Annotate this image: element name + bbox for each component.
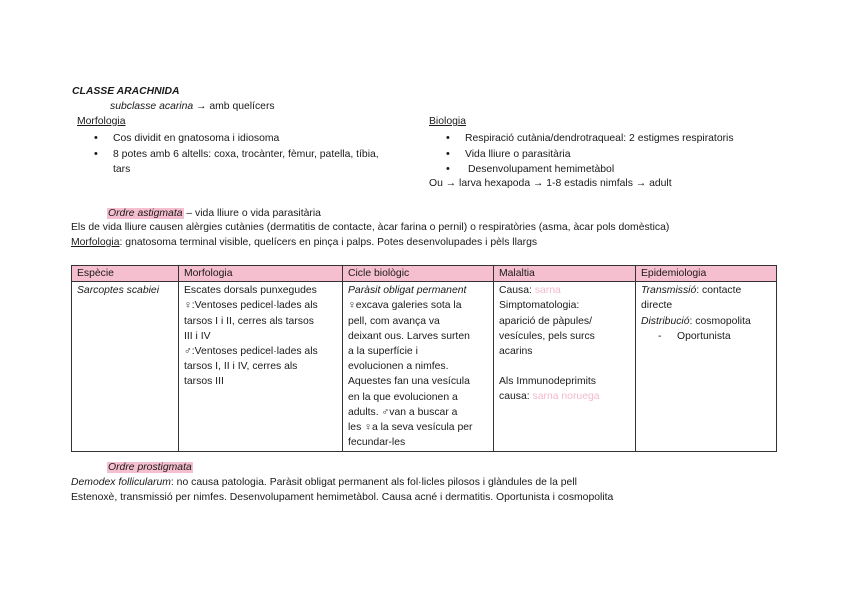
- morfologia-text: : gnatosoma terminal visible, quelícers en pinça i palps. Potes desenvolupades i pèls llargs: [119, 237, 538, 248]
- cell-line: ♀:Ventoses pedicel·lades als: [184, 300, 318, 312]
- malaltia-cell: [494, 282, 636, 452]
- column-header: Epidemiologia: [636, 266, 777, 282]
- column-header: Malaltia: [494, 266, 636, 282]
- morfologia-heading: Morfologia: [77, 116, 126, 127]
- causa-value: sarna noruega: [532, 391, 600, 403]
- causa-value: sarna: [534, 285, 561, 297]
- distribucio-value: : cosmopolita: [689, 315, 751, 327]
- cell-line: en la que evolucionen a: [348, 391, 458, 403]
- prostigmata-heading: [107, 462, 193, 474]
- species-cell: Sarcoptes scabiei: [72, 282, 179, 452]
- morfologia-list: [113, 131, 379, 178]
- spacer: [499, 359, 631, 374]
- transmissio-label: Transmissió: [641, 285, 697, 297]
- arrow-right-icon: →: [196, 101, 207, 112]
- transmissio-line: [641, 283, 772, 298]
- list-item: • Desenvolupament hemimetàbol: [465, 162, 734, 178]
- cell-line: adults. ♂van a buscar a: [348, 406, 458, 418]
- cicle-cell: [343, 282, 494, 452]
- table-header-row: [72, 266, 777, 282]
- demodex-line: [71, 477, 577, 489]
- astigmata-morfologia: [71, 237, 537, 249]
- causa-label: causa:: [499, 391, 533, 403]
- prostigmata-description: Estenoxè, transmissió per nimfes. Desenvolupament hemimetàbol. Causa acné i dermatitis. Oportunista i cosmopolita: [71, 492, 614, 503]
- cell-line: pell, com avança va: [348, 315, 440, 327]
- list-item-continuation: tars: [113, 164, 131, 175]
- cell-line: tarsos I, II i IV, cerres als: [184, 361, 298, 373]
- cell-line: Escates dorsals punxegudes: [184, 285, 317, 297]
- cell-line: tarsos III: [184, 376, 224, 388]
- biologia-heading: Biologia: [429, 116, 466, 127]
- page-title: CLASSE ARACHNIDA: [72, 86, 180, 97]
- cell-line: tarsos I i II, cerres als tarsos: [184, 315, 314, 327]
- epidemiologia-cell: [636, 282, 777, 452]
- cell-line: Als Immunodeprimits: [499, 376, 597, 388]
- column-header: Cicle biològic: [343, 266, 494, 282]
- cell-line: III i IV: [184, 330, 211, 342]
- distribucio-label: Distribució: [641, 315, 690, 327]
- cicle-head: Paràsit obligat permanent: [348, 285, 467, 297]
- causa-line: [499, 389, 631, 404]
- transmissio-value: : contacte: [696, 285, 742, 297]
- biologia-list: [465, 131, 734, 178]
- cell-line: acarins: [499, 346, 533, 358]
- causa-line: [499, 283, 631, 298]
- subclass-line: [110, 101, 275, 113]
- cell-line: ♀excava galeries sota la: [348, 300, 462, 312]
- cell-line: aparició de pàpules/: [499, 315, 593, 327]
- cell-line: ♂:Ventoses pedicel·lades als: [184, 346, 318, 358]
- arrow-right-icon: →: [445, 178, 457, 189]
- cell-line: vesícules, pels surcs: [499, 330, 595, 342]
- subclass-name: subclasse acarina: [110, 101, 194, 112]
- prostigmata-name: Ordre prostigmata: [108, 462, 192, 473]
- astigmata-description: Els de vida lliure causen alèrgies cutànies (dermatitis de contacte, àcar farina o pernil) o respiratòries (asma, àcar pols domèstica): [71, 222, 670, 233]
- life-cycle-line: [429, 178, 672, 190]
- astigmata-rest: – vida lliure o vida parasitària: [183, 208, 321, 219]
- column-header: Espècie: [72, 266, 179, 282]
- distribucio-line: [641, 314, 772, 329]
- demodex-name: Demodex follicularum: [71, 477, 171, 488]
- morfologia-label: Morfologia: [71, 237, 120, 248]
- cell-line: Aquestes fan una vesícula: [348, 376, 470, 388]
- astigmata-name: Ordre astigmata: [108, 208, 183, 219]
- cell-line: Simptomatologia:: [499, 300, 580, 312]
- cycle-stage: 1-8 estadis nimfals: [546, 178, 633, 189]
- astigmata-heading: [107, 208, 321, 220]
- cycle-stage: Ou: [429, 178, 443, 189]
- subclass-rest: amb quelícers: [209, 101, 275, 112]
- list-item: • Vida lliure o parasitària: [465, 147, 734, 163]
- list-item: - Oportunista: [677, 329, 772, 344]
- table-row: [72, 282, 777, 452]
- arrow-right-icon: →: [533, 178, 544, 189]
- causa-label: Causa:: [499, 285, 535, 297]
- epi-list: [641, 329, 772, 344]
- column-header: Morfologia: [179, 266, 343, 282]
- cell-line: a la superfície i: [348, 346, 418, 358]
- cycle-stage: adult: [649, 178, 672, 189]
- list-item: • Cos dividit en gnatosoma i idiosoma: [113, 131, 379, 147]
- arrow-right-icon: →: [635, 178, 647, 189]
- cell-line: les ♀a la seva vesícula per: [348, 422, 473, 434]
- morfologia-cell: [179, 282, 343, 452]
- list-item: • 8 potes amb 6 altells: coxa, trocànter, fèmur, patella, tíbia,: [113, 147, 379, 163]
- list-item: • Respiració cutània/dendrotraqueal: 2 estigmes respiratoris: [465, 131, 734, 147]
- cell-line: deixant ous. Larves surten: [348, 330, 470, 342]
- cycle-stage: larva hexapoda: [459, 178, 531, 189]
- species-table: [71, 265, 777, 452]
- cell-line: fecundar-les: [348, 437, 406, 449]
- cell-line: evolucionen a nimfes.: [348, 361, 449, 373]
- cell-line: directe: [641, 300, 673, 312]
- demodex-text: : no causa patologia. Paràsit obligat permanent als fol·licles pilosos i glàndules de la pell: [170, 477, 577, 488]
